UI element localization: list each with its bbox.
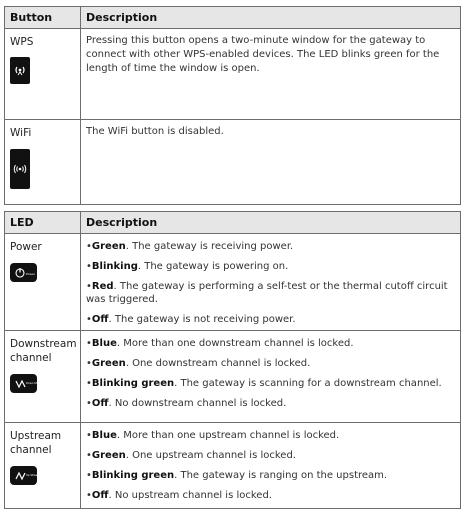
- led-name-power: Power: [10, 241, 42, 253]
- upstream-led-states: [81, 423, 461, 509]
- buttons-table: [4, 6, 461, 205]
- power-icon: [10, 263, 37, 282]
- table-row-upstream: [5, 423, 461, 509]
- downstream-icon: [10, 374, 44, 393]
- led-name-downstream: Downstream channel: [10, 338, 77, 364]
- wps-icon: [10, 57, 30, 84]
- list-item: •Blue. More than one upstream channel is locked.: [86, 430, 340, 441]
- button-name-wifi: WiFi: [10, 127, 32, 139]
- list-item: •Red. The gateway is performing a self-test or the thermal cutoff circuit was triggered.: [86, 281, 448, 305]
- wps-description: Pressing this button opens a two-minute window for the gateway to connect with other WPS-enabled devices. The LED blinks green for the length of time the window is open.: [81, 29, 461, 120]
- list-item: •Green. The gateway is receiving power.: [86, 241, 294, 252]
- table-row-power: [5, 234, 461, 331]
- led-name-cell: [5, 331, 81, 423]
- downstream-led-states: [81, 331, 461, 423]
- power-icon-caption: Power: [25, 271, 35, 276]
- upstream-icon: [10, 466, 40, 485]
- upstream-icon-caption: Up Stream: [25, 473, 40, 477]
- list-item: •Off. No upstream channel is locked.: [86, 490, 272, 501]
- button-name-cell: [5, 29, 81, 120]
- list-item: •Blinking. The gateway is powering on.: [86, 261, 289, 272]
- column-header-button: Button: [5, 7, 81, 29]
- led-name-cell: [5, 423, 81, 509]
- list-item: •Off. No downstream channel is locked.: [86, 398, 287, 409]
- led-name-cell: [5, 234, 81, 331]
- table-row-downstream: [5, 331, 461, 423]
- list-item: •Blinking green. The gateway is ranging on the upstream.: [86, 470, 388, 481]
- list-item: •Off. The gateway is not receiving power.: [86, 314, 296, 325]
- column-header-description: Description: [81, 7, 461, 29]
- table-row-wps: [5, 29, 461, 120]
- leds-table: [4, 211, 461, 509]
- button-name-cell: [5, 120, 81, 205]
- wifi-description: The WiFi button is disabled.: [81, 120, 461, 205]
- table-header-row: [5, 7, 461, 29]
- list-item: •Green. One downstream channel is locked.: [86, 358, 311, 369]
- led-name-upstream: Upstream channel: [10, 430, 62, 456]
- power-led-states: [81, 234, 461, 331]
- column-header-led: LED: [5, 212, 81, 234]
- table-header-row: [5, 212, 461, 234]
- button-name-wps: WPS: [10, 36, 34, 48]
- column-header-description: Description: [81, 212, 461, 234]
- list-item: •Green. One upstream channel is locked.: [86, 450, 296, 461]
- downstream-icon-caption: Down Stream: [25, 381, 44, 385]
- table-row-wifi: [5, 120, 461, 205]
- list-item: •Blue. More than one downstream channel is locked.: [86, 338, 354, 349]
- wifi-icon: [10, 149, 30, 189]
- list-item: •Blinking green. The gateway is scanning for a downstream channel.: [86, 378, 442, 389]
